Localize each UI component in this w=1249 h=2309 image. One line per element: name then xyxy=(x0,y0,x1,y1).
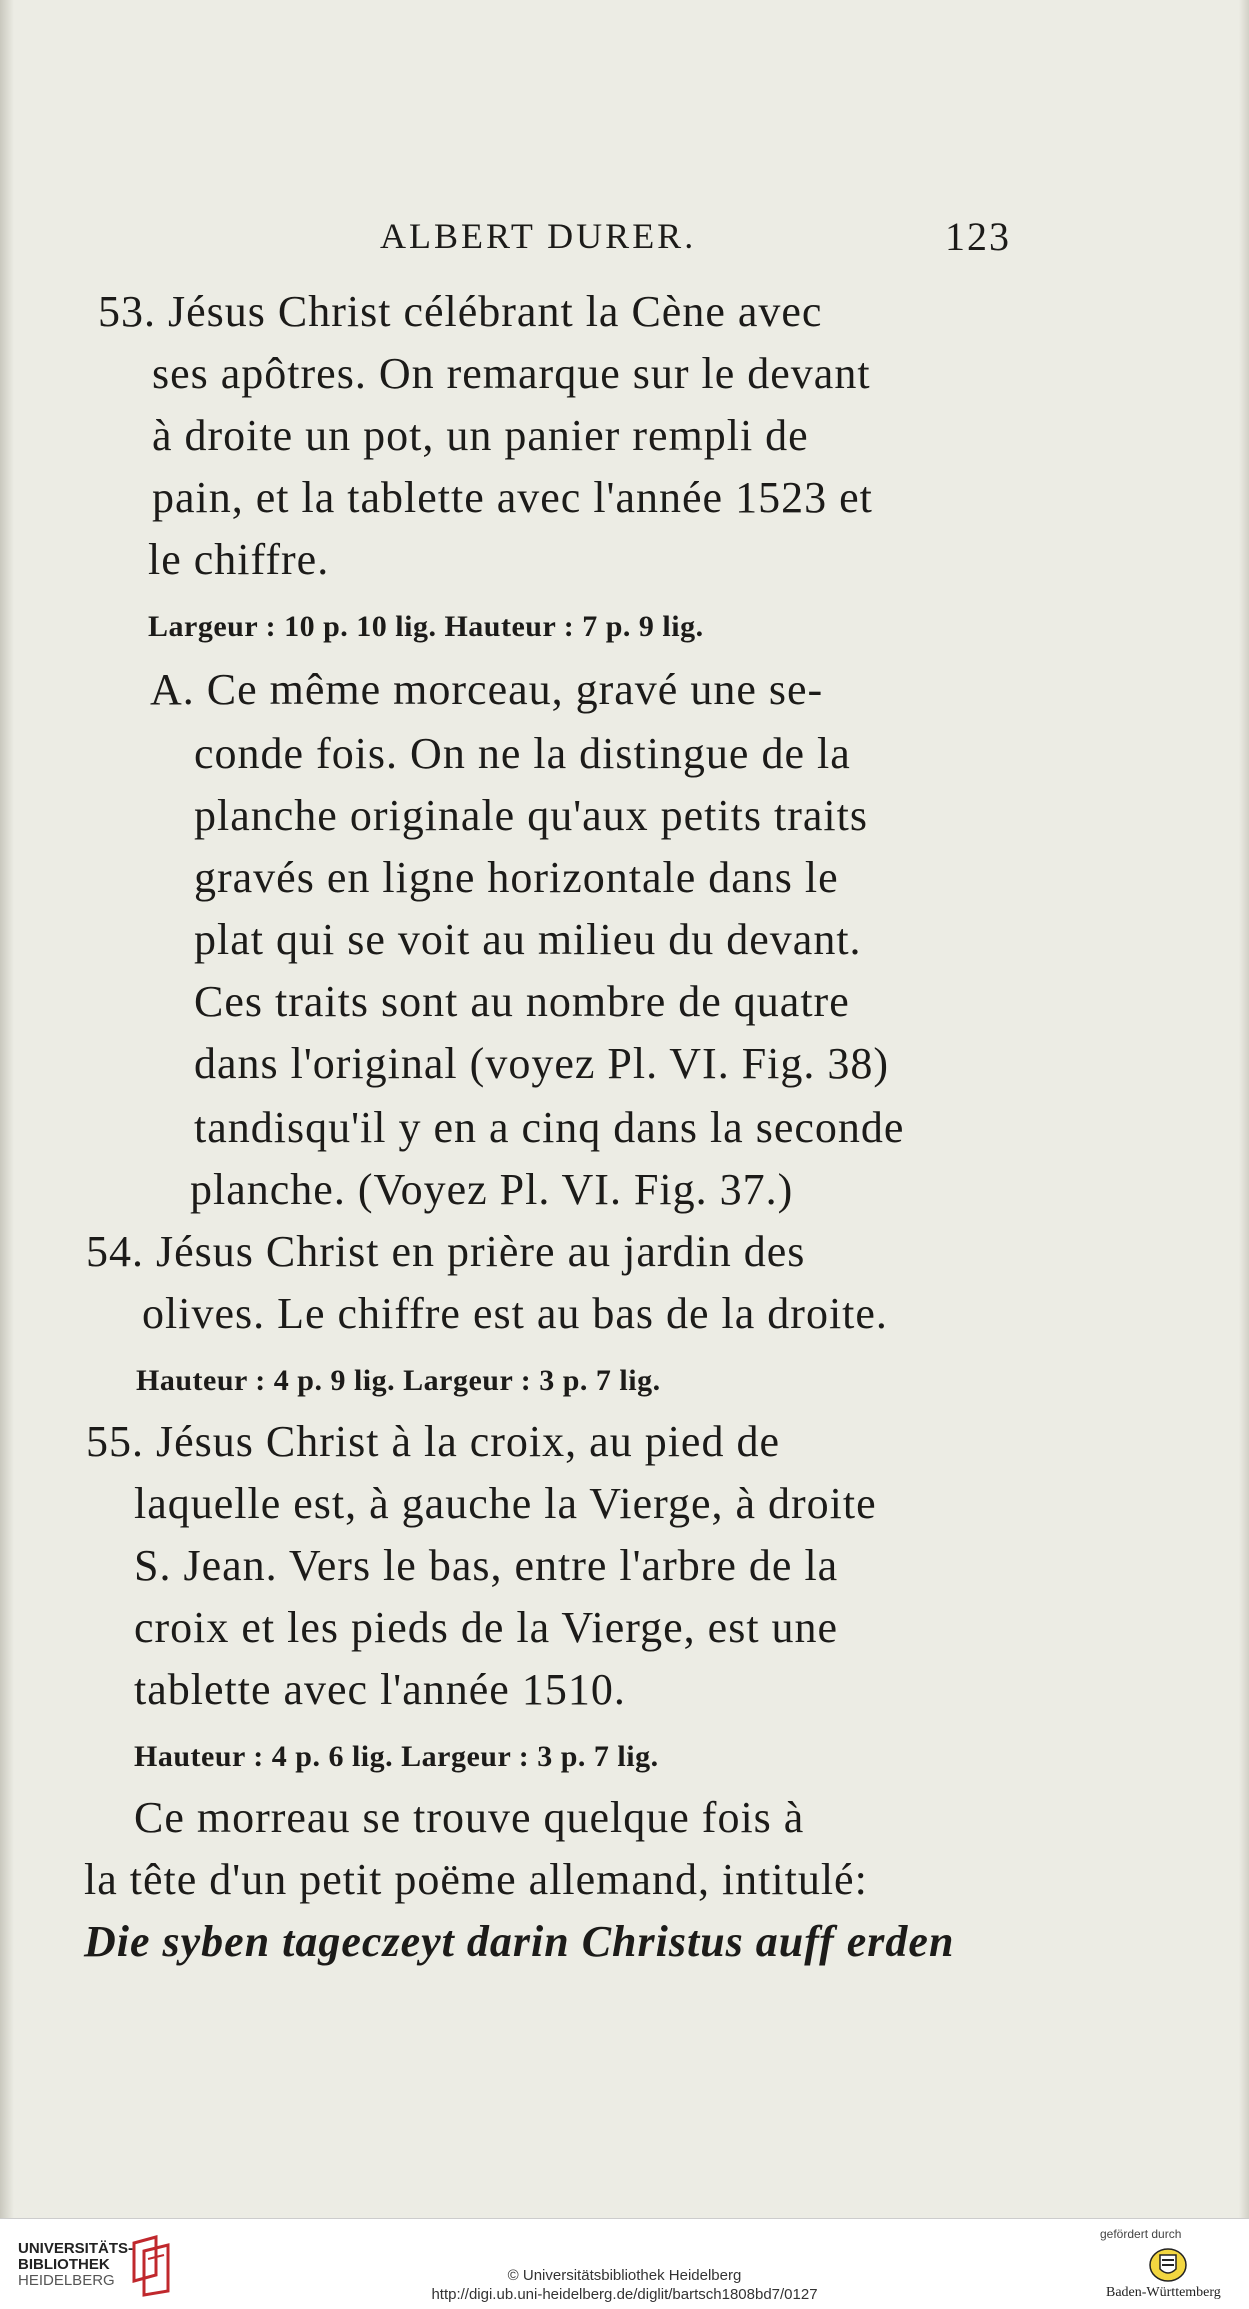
funder-name: Baden-Württemberg xyxy=(1106,2285,1221,2300)
library-name-line-3: HEIDELBERG xyxy=(18,2272,115,2289)
entry-53a-line-8: tandisqu'il y en a cinq dans la seconde xyxy=(194,1103,905,1152)
entry-53a-line-2: conde fois. On ne la distingue de la xyxy=(194,729,851,778)
library-name-line-1: UNIVERSITÄTS- xyxy=(18,2240,134,2257)
entry-53-dimensions: Largeur : 10 p. 10 lig. Hauteur : 7 p. 9 lig. xyxy=(148,610,704,643)
entry-55-line-2: laquelle est, à gauche la Vierge, à droite xyxy=(134,1479,877,1528)
note-line-2: la tête d'un petit poëme allemand, intitulé: xyxy=(84,1855,868,1904)
entry-53a-line-7: dans l'original (voyez Pl. VI. Fig. 38) xyxy=(194,1039,890,1088)
entry-54-line-1: 54. Jésus Christ en prière au jardin des xyxy=(86,1227,806,1276)
entry-53-line-4: pain, et la tablette avec l'année 1523 et xyxy=(152,473,873,522)
entry-55-line-5: tablette avec l'année 1510. xyxy=(134,1665,626,1714)
entry-53-line-2: ses apôtres. On remarque sur le devant xyxy=(152,349,871,398)
running-head: ALBERT DURER. xyxy=(380,216,697,256)
entry-54-dimensions: Hauteur : 4 p. 9 lig. Largeur : 3 p. 7 lig. xyxy=(136,1364,661,1397)
library-name-line-2: BIBLIOTHEK xyxy=(18,2256,110,2273)
entry-53a-line-3: planche originale qu'aux petits traits xyxy=(194,791,868,840)
entry-53a-line-4: gravés en ligne horizontale dans le xyxy=(194,853,839,902)
entry-53-line-3: à droite un pot, un panier rempli de xyxy=(152,411,809,460)
entry-55-dimensions: Hauteur : 4 p. 6 lig. Largeur : 3 p. 7 lig. xyxy=(134,1740,659,1773)
entry-55-line-1: 55. Jésus Christ à la croix, au pied de xyxy=(86,1417,780,1466)
note-line-3-italic-title: Die syben tageczeyt darin Christus auff erden xyxy=(84,1917,955,1966)
funded-by-label: gefördert durch xyxy=(1100,2227,1182,2241)
baden-wuerttemberg-crest-icon xyxy=(1148,2247,1188,2283)
entry-53a-line-5: plat qui se voit au milieu du devant. xyxy=(194,915,862,964)
note-line-1: Ce morreau se trouve quelque fois à xyxy=(134,1793,805,1842)
entry-55-line-3: S. Jean. Vers le bas, entre l'arbre de la xyxy=(134,1541,839,1590)
viewer-footer xyxy=(0,2218,1249,2309)
entry-53a-line-9: planche. (Voyez Pl. VI. Fig. 37.) xyxy=(190,1165,794,1214)
permalink-url[interactable]: http://digi.ub.uni-heidelberg.de/diglit/bartsch1808bd7/0127 xyxy=(431,2286,818,2303)
entry-53a-line-6: Ces traits sont au nombre de quatre xyxy=(194,977,850,1026)
entry-53a-line-1: A. Ce même morceau, gravé une se- xyxy=(150,665,824,714)
copyright-text: © Universitätsbibliothek Heidelberg xyxy=(507,2267,742,2284)
page-number: 123 xyxy=(945,214,1011,259)
entry-54-line-2: olives. Le chiffre est au bas de la droite. xyxy=(142,1289,888,1338)
entry-53-line-5: le chiffre. xyxy=(148,535,330,584)
entry-53-line-1: 53. Jésus Christ célébrant la Cène avec xyxy=(98,287,823,336)
entry-55-line-4: croix et les pieds de la Vierge, est une xyxy=(134,1603,839,1652)
